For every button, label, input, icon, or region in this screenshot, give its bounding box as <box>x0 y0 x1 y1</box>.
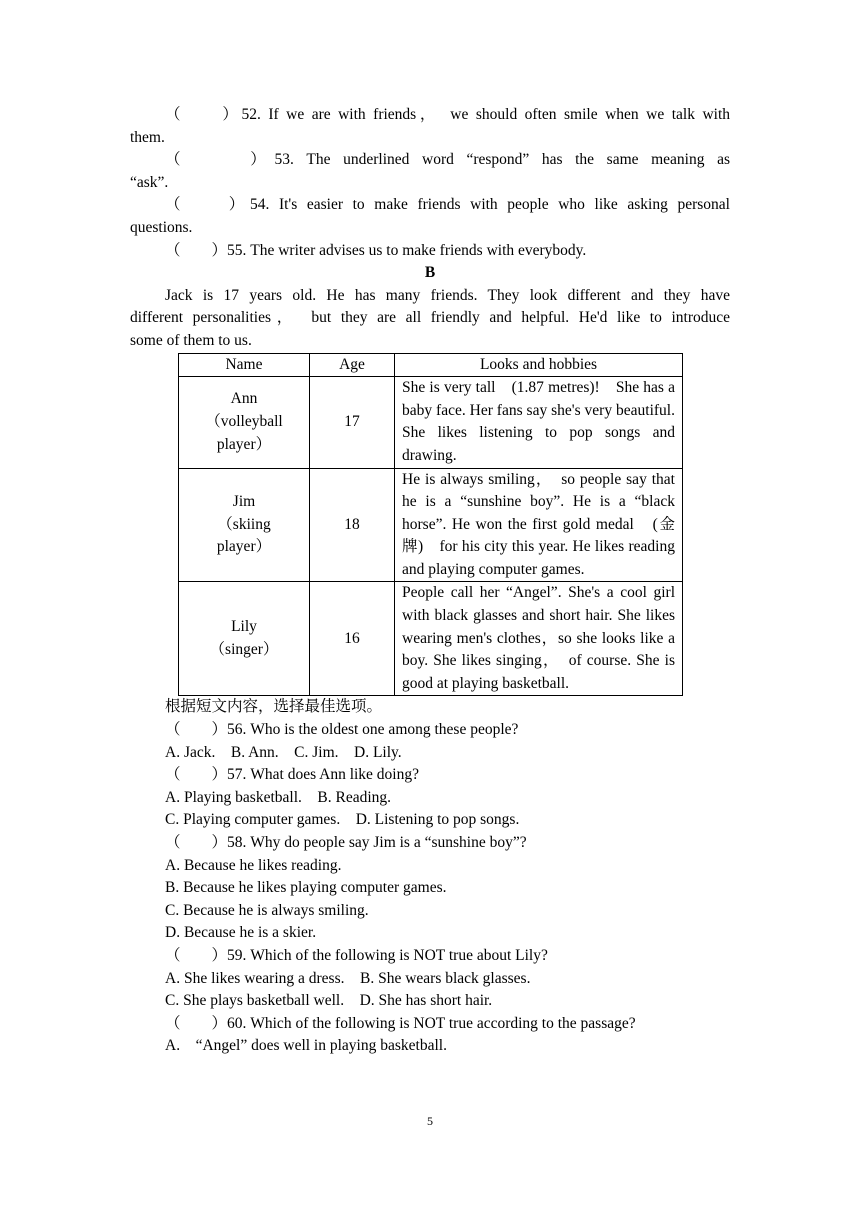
question-59: （ ）59. Which of the following is NOT true about Lily? <box>165 946 548 964</box>
question-52: （ ）52. If we are with friends， we should often smile when we talk with <box>165 106 730 123</box>
option-line: A. She likes wearing a dress. B. She wears black glasses. <box>165 969 531 987</box>
header-age: Age <box>310 353 395 377</box>
table-row <box>179 377 683 468</box>
table-header-row <box>179 353 683 377</box>
friends-table <box>178 353 683 697</box>
option-line: D. Because he is a skier. <box>165 924 317 942</box>
intro-line-2: different personalities， but they are all friendly and helpful. He'd like to introduce <box>130 309 730 327</box>
question-55: （ ）55. The writer advises us to make friends with everybody. <box>165 241 587 259</box>
intro-line-1: Jack is 17 years old. He has many friends. They look different and they have <box>165 286 730 304</box>
question-54-cont: questions. <box>130 218 193 236</box>
option-line: A. Playing basketball. B. Reading. <box>165 788 392 806</box>
exam-page <box>130 104 730 1058</box>
option-line: A. “Angel” does well in playing basketball. <box>165 1037 447 1055</box>
question-58: （ ）58. Why do people say Jim is a “sunshine boy”? <box>165 834 527 851</box>
header-name: Name <box>179 353 310 377</box>
cell-desc: She is very tall (1.87 metres)! She has a baby face. Her fans say she's very beautiful. She likes listening to pop songs and drawing. <box>395 377 683 468</box>
cell-age: 17 <box>310 377 395 468</box>
question-60: （ ）60. Which of the following is NOT true according to the passage? <box>165 1014 636 1032</box>
instruction: 根据短文内容，选择最佳选项。 <box>165 698 383 716</box>
cell-desc: People call her “Angel”. She's a cool girl with black glasses and short hair. She likes wearing men's clothes，so she looks like a boy. She likes singing， of course. She is good at playing basketball. <box>395 582 683 696</box>
cell-desc: He is always smiling， so people say that he is a “sunshine boy”. He is a “black horse”. He won the first gold medal (金牌) for his city this year. He likes reading and playing computer games. <box>395 468 683 582</box>
option-line: C. She plays basketball well. D. She has short hair. <box>165 992 493 1010</box>
option-line: A. Because he likes reading. <box>165 856 342 874</box>
option-line: C. Playing computer games. D. Listening to pop songs. <box>165 811 520 829</box>
cell-age: 18 <box>310 468 395 582</box>
cell-name: Ann （volleyball player） <box>179 377 310 468</box>
page-number: 5 <box>427 1114 433 1128</box>
table-row <box>179 582 683 696</box>
question-54: （ ）54. It's easier to make friends with people who like asking personal <box>165 196 730 214</box>
question-56: （ ）56. Who is the oldest one among these people? <box>165 721 519 739</box>
option-line: C. Because he is always smiling. <box>165 901 369 919</box>
cell-name: Jim （skiing player） <box>179 468 310 582</box>
table-row <box>179 468 683 582</box>
question-52-cont: them. <box>130 128 165 146</box>
question-57: （ ）57. What does Ann like doing? <box>165 766 419 784</box>
section-heading: B <box>424 264 436 282</box>
option-line: B. Because he likes playing computer games. <box>165 879 447 897</box>
option-line: A. Jack. B. Ann. C. Jim. D. Lily. <box>165 743 402 761</box>
header-looks: Looks and hobbies <box>395 353 683 377</box>
question-53-cont: “ask”. <box>130 173 169 191</box>
intro-line-3: some of them to us. <box>130 331 252 349</box>
cell-age: 16 <box>310 582 395 696</box>
cell-name: Lily （singer） <box>179 582 310 696</box>
question-53: （ ）53. The underlined word “respond” has the same meaning as <box>165 151 730 169</box>
